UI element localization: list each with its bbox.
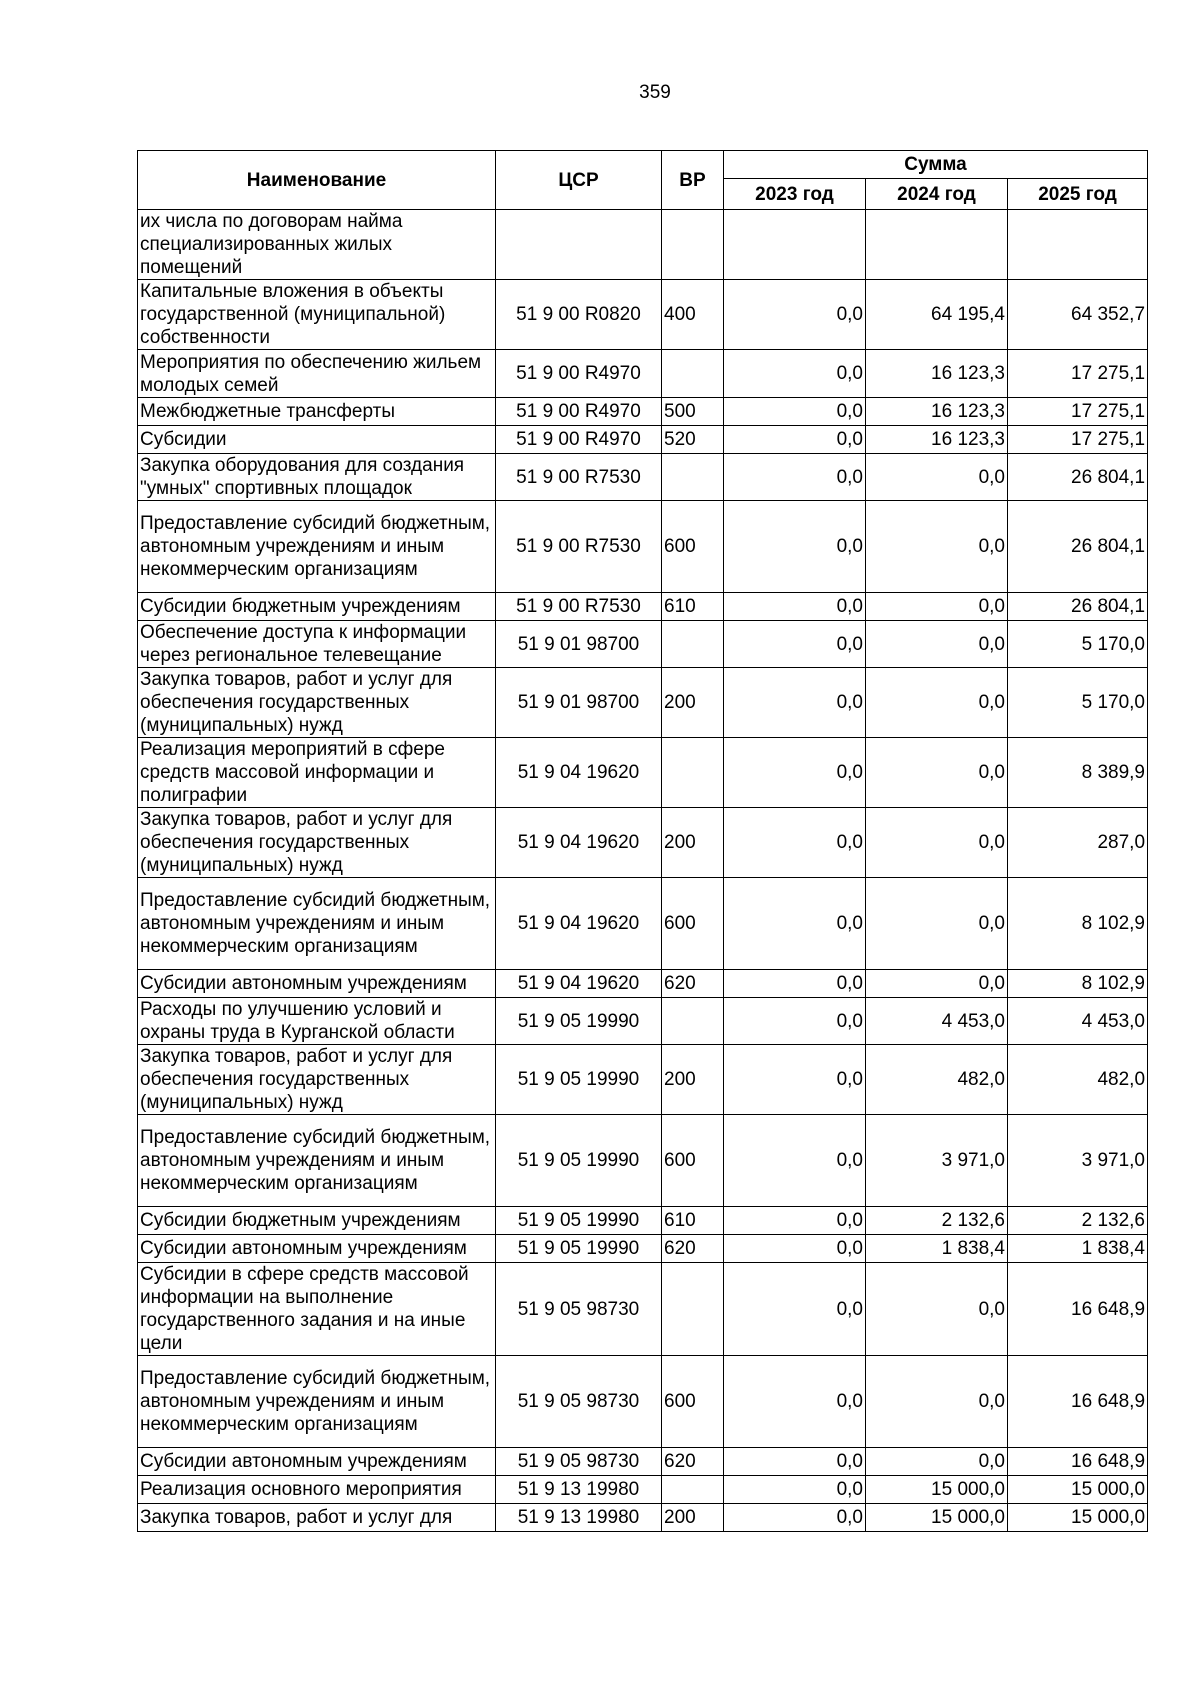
cell-vr: 620 xyxy=(662,970,724,998)
cell-csr: 51 9 13 19980 xyxy=(496,1504,662,1532)
cell-csr: 51 9 05 19990 xyxy=(496,1115,662,1207)
cell-2025: 3 971,0 xyxy=(1008,1115,1148,1207)
table-row xyxy=(138,593,1148,621)
cell-vr xyxy=(662,1263,724,1356)
header-name: Наименование xyxy=(138,151,496,210)
cell-2023: 0,0 xyxy=(724,1263,866,1356)
cell-csr: 51 9 00 R4970 xyxy=(496,350,662,398)
cell-name: Субсидии автономным учреждениям xyxy=(138,1448,496,1476)
cell-2024: 0,0 xyxy=(866,738,1008,808)
table-row xyxy=(138,738,1148,808)
table-row xyxy=(138,501,1148,593)
cell-2024: 1 838,4 xyxy=(866,1235,1008,1263)
cell-csr: 51 9 13 19980 xyxy=(496,1476,662,1504)
cell-2024: 482,0 xyxy=(866,1045,1008,1115)
cell-2025: 26 804,1 xyxy=(1008,593,1148,621)
cell-2023: 0,0 xyxy=(724,454,866,501)
cell-vr: 600 xyxy=(662,1356,724,1448)
header-vr: ВР xyxy=(662,151,724,210)
cell-2023: 0,0 xyxy=(724,280,866,350)
table-row xyxy=(138,210,1148,280)
table-header xyxy=(138,151,1148,210)
cell-name: Субсидии бюджетным учреждениям xyxy=(138,1207,496,1235)
cell-2025: 16 648,9 xyxy=(1008,1448,1148,1476)
cell-2024: 0,0 xyxy=(866,501,1008,593)
cell-vr: 200 xyxy=(662,808,724,878)
table-row xyxy=(138,1356,1148,1448)
cell-2024: 0,0 xyxy=(866,1356,1008,1448)
cell-csr: 51 9 04 19620 xyxy=(496,970,662,998)
cell-vr xyxy=(662,621,724,668)
cell-2024: 2 132,6 xyxy=(866,1207,1008,1235)
cell-csr: 51 9 00 R0820 xyxy=(496,280,662,350)
cell-2024: 0,0 xyxy=(866,668,1008,738)
cell-2023 xyxy=(724,210,866,280)
table-row xyxy=(138,350,1148,398)
cell-csr: 51 9 01 98700 xyxy=(496,668,662,738)
cell-2024: 0,0 xyxy=(866,808,1008,878)
cell-vr: 520 xyxy=(662,426,724,454)
cell-2025: 15 000,0 xyxy=(1008,1476,1148,1504)
cell-name: Закупка оборудования для создания "умных" спортивных площадок xyxy=(138,454,496,501)
cell-2024: 16 123,3 xyxy=(866,398,1008,426)
table-row xyxy=(138,1504,1148,1532)
header-sum: Сумма xyxy=(724,151,1148,179)
cell-2023: 0,0 xyxy=(724,1235,866,1263)
cell-csr: 51 9 00 R4970 xyxy=(496,426,662,454)
cell-2023: 0,0 xyxy=(724,1504,866,1532)
header-2023: 2023 год xyxy=(724,179,866,210)
cell-csr: 51 9 04 19620 xyxy=(496,738,662,808)
cell-csr: 51 9 04 19620 xyxy=(496,808,662,878)
cell-vr xyxy=(662,350,724,398)
cell-2023: 0,0 xyxy=(724,621,866,668)
cell-csr: 51 9 05 98730 xyxy=(496,1263,662,1356)
cell-csr: 51 9 05 98730 xyxy=(496,1448,662,1476)
cell-name: Капитальные вложения в объекты государственной (муниципальной) собственности xyxy=(138,280,496,350)
cell-2025: 5 170,0 xyxy=(1008,621,1148,668)
cell-2025: 1 838,4 xyxy=(1008,1235,1148,1263)
cell-2024: 64 195,4 xyxy=(866,280,1008,350)
cell-name: Закупка товаров, работ и услуг для xyxy=(138,1504,496,1532)
cell-name: Предоставление субсидий бюджетным, автономным учреждениям и иным некоммерческим организациям xyxy=(138,501,496,593)
header-2024: 2024 год xyxy=(866,179,1008,210)
cell-2023: 0,0 xyxy=(724,1476,866,1504)
cell-2025: 4 453,0 xyxy=(1008,998,1148,1045)
table-row xyxy=(138,878,1148,970)
cell-vr: 620 xyxy=(662,1235,724,1263)
cell-vr xyxy=(662,1476,724,1504)
page-number: 359 xyxy=(639,82,671,103)
table-row xyxy=(138,1045,1148,1115)
cell-2024: 16 123,3 xyxy=(866,350,1008,398)
cell-name: Межбюджетные трансферты xyxy=(138,398,496,426)
cell-name: Субсидии в сфере средств массовой информации на выполнение государственного задания и на иные цели xyxy=(138,1263,496,1356)
cell-2023: 0,0 xyxy=(724,593,866,621)
cell-vr: 610 xyxy=(662,593,724,621)
cell-2025: 17 275,1 xyxy=(1008,398,1148,426)
cell-vr: 600 xyxy=(662,501,724,593)
cell-name: Закупка товаров, работ и услуг для обеспечения государственных (муниципальных) нужд xyxy=(138,1045,496,1115)
cell-2023: 0,0 xyxy=(724,426,866,454)
cell-vr: 200 xyxy=(662,1504,724,1532)
cell-vr xyxy=(662,998,724,1045)
cell-2024: 15 000,0 xyxy=(866,1504,1008,1532)
cell-vr: 600 xyxy=(662,878,724,970)
table-row xyxy=(138,280,1148,350)
cell-name: Расходы по улучшению условий и охраны труда в Курганской области xyxy=(138,998,496,1045)
table-body xyxy=(138,210,1148,1532)
cell-2023: 0,0 xyxy=(724,501,866,593)
cell-2024: 0,0 xyxy=(866,454,1008,501)
table-row xyxy=(138,1476,1148,1504)
cell-name: Предоставление субсидий бюджетным, автономным учреждениям и иным некоммерческим организациям xyxy=(138,878,496,970)
table-row xyxy=(138,998,1148,1045)
cell-name: Субсидии xyxy=(138,426,496,454)
cell-2023: 0,0 xyxy=(724,970,866,998)
cell-name: Реализация основного мероприятия xyxy=(138,1476,496,1504)
cell-2024: 0,0 xyxy=(866,593,1008,621)
cell-2025: 287,0 xyxy=(1008,808,1148,878)
cell-2025: 15 000,0 xyxy=(1008,1504,1148,1532)
table-row xyxy=(138,398,1148,426)
cell-2025: 482,0 xyxy=(1008,1045,1148,1115)
cell-2023: 0,0 xyxy=(724,808,866,878)
cell-csr: 51 9 00 R7530 xyxy=(496,501,662,593)
cell-vr: 600 xyxy=(662,1115,724,1207)
cell-2023: 0,0 xyxy=(724,1045,866,1115)
table-row xyxy=(138,668,1148,738)
cell-name: Закупка товаров, работ и услуг для обеспечения государственных (муниципальных) нужд xyxy=(138,808,496,878)
cell-2025: 8 102,9 xyxy=(1008,878,1148,970)
cell-name: Субсидии бюджетным учреждениям xyxy=(138,593,496,621)
cell-vr: 200 xyxy=(662,668,724,738)
cell-2023: 0,0 xyxy=(724,738,866,808)
cell-name: Мероприятия по обеспечению жильем молодых семей xyxy=(138,350,496,398)
cell-csr: 51 9 00 R7530 xyxy=(496,454,662,501)
cell-vr: 500 xyxy=(662,398,724,426)
cell-2023: 0,0 xyxy=(724,1115,866,1207)
cell-2025 xyxy=(1008,210,1148,280)
cell-2023: 0,0 xyxy=(724,1356,866,1448)
cell-name: Предоставление субсидий бюджетным, автономным учреждениям и иным некоммерческим организациям xyxy=(138,1356,496,1448)
cell-2024: 16 123,3 xyxy=(866,426,1008,454)
cell-csr: 51 9 05 19990 xyxy=(496,1207,662,1235)
cell-2024: 0,0 xyxy=(866,878,1008,970)
cell-csr: 51 9 01 98700 xyxy=(496,621,662,668)
cell-2025: 16 648,9 xyxy=(1008,1263,1148,1356)
header-csr: ЦСР xyxy=(496,151,662,210)
cell-vr xyxy=(662,454,724,501)
cell-2024: 3 971,0 xyxy=(866,1115,1008,1207)
cell-vr: 620 xyxy=(662,1448,724,1476)
cell-csr: 51 9 05 19990 xyxy=(496,1045,662,1115)
cell-name: Обеспечение доступа к информации через региональное телевещание xyxy=(138,621,496,668)
cell-2024: 0,0 xyxy=(866,1263,1008,1356)
table-row xyxy=(138,454,1148,501)
cell-2025: 26 804,1 xyxy=(1008,501,1148,593)
cell-2025: 17 275,1 xyxy=(1008,426,1148,454)
cell-2023: 0,0 xyxy=(724,1207,866,1235)
cell-name: их числа по договорам найма специализированных жилых помещений xyxy=(138,210,496,280)
table-row xyxy=(138,1263,1148,1356)
cell-2023: 0,0 xyxy=(724,998,866,1045)
table-row xyxy=(138,808,1148,878)
cell-name: Предоставление субсидий бюджетным, автономным учреждениям и иным некоммерческим организациям xyxy=(138,1115,496,1207)
cell-2024: 0,0 xyxy=(866,1448,1008,1476)
table-row xyxy=(138,426,1148,454)
cell-csr: 51 9 04 19620 xyxy=(496,878,662,970)
cell-2025: 17 275,1 xyxy=(1008,350,1148,398)
cell-2023: 0,0 xyxy=(724,398,866,426)
cell-2023: 0,0 xyxy=(724,668,866,738)
cell-2025: 2 132,6 xyxy=(1008,1207,1148,1235)
budget-table xyxy=(137,150,1148,1532)
cell-2024: 0,0 xyxy=(866,621,1008,668)
cell-csr: 51 9 05 98730 xyxy=(496,1356,662,1448)
cell-vr: 610 xyxy=(662,1207,724,1235)
cell-name: Закупка товаров, работ и услуг для обеспечения государственных (муниципальных) нужд xyxy=(138,668,496,738)
cell-csr: 51 9 05 19990 xyxy=(496,998,662,1045)
cell-vr: 400 xyxy=(662,280,724,350)
table-row xyxy=(138,1115,1148,1207)
cell-vr: 200 xyxy=(662,1045,724,1115)
cell-2025: 16 648,9 xyxy=(1008,1356,1148,1448)
cell-2025: 64 352,7 xyxy=(1008,280,1148,350)
header-2025: 2025 год xyxy=(1008,179,1148,210)
cell-vr xyxy=(662,210,724,280)
table-row xyxy=(138,1207,1148,1235)
cell-2025: 5 170,0 xyxy=(1008,668,1148,738)
cell-2024: 15 000,0 xyxy=(866,1476,1008,1504)
table-row xyxy=(138,621,1148,668)
cell-2024: 0,0 xyxy=(866,970,1008,998)
cell-2025: 8 389,9 xyxy=(1008,738,1148,808)
cell-vr xyxy=(662,738,724,808)
table-row xyxy=(138,970,1148,998)
cell-2024 xyxy=(866,210,1008,280)
cell-csr xyxy=(496,210,662,280)
cell-name: Реализация мероприятий в сфере средств массовой информации и полиграфии xyxy=(138,738,496,808)
cell-name: Субсидии автономным учреждениям xyxy=(138,970,496,998)
cell-2023: 0,0 xyxy=(724,350,866,398)
cell-csr: 51 9 05 19990 xyxy=(496,1235,662,1263)
cell-2023: 0,0 xyxy=(724,878,866,970)
table-row xyxy=(138,1235,1148,1263)
cell-2023: 0,0 xyxy=(724,1448,866,1476)
cell-csr: 51 9 00 R4970 xyxy=(496,398,662,426)
table-row xyxy=(138,1448,1148,1476)
cell-name: Субсидии автономным учреждениям xyxy=(138,1235,496,1263)
cell-2024: 4 453,0 xyxy=(866,998,1008,1045)
cell-csr: 51 9 00 R7530 xyxy=(496,593,662,621)
cell-2025: 8 102,9 xyxy=(1008,970,1148,998)
cell-2025: 26 804,1 xyxy=(1008,454,1148,501)
